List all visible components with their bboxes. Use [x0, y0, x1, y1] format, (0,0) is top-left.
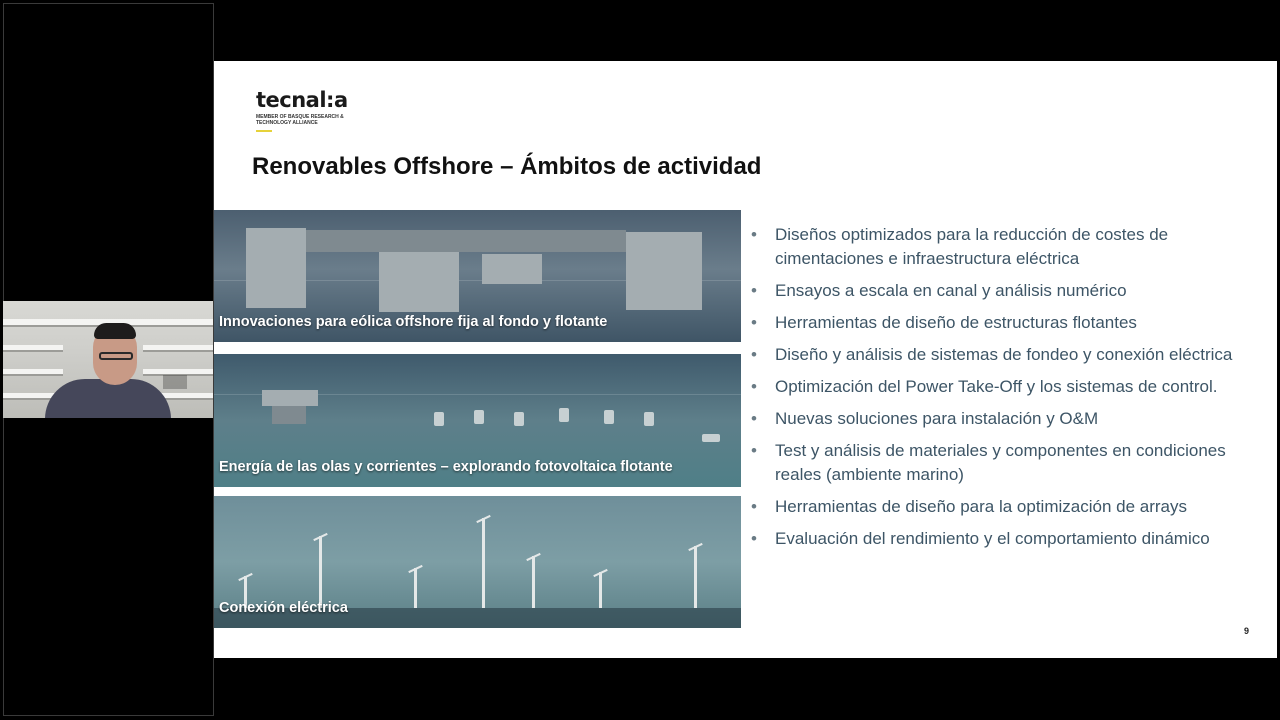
wind-turbine — [414, 568, 417, 608]
bullet-dot: • — [751, 441, 757, 460]
bullet-item — [750, 311, 1250, 335]
panel-caption: Conexión eléctrica — [219, 600, 348, 616]
bullet-text: Nuevas soluciones para instalación y O&M — [775, 409, 1099, 428]
participant-video[interactable] — [3, 301, 213, 418]
platform-legs — [272, 406, 306, 424]
bullet-dot: • — [751, 497, 757, 516]
wind-turbine — [599, 572, 602, 608]
bullet-item — [750, 279, 1250, 303]
bullet-dot: • — [751, 377, 757, 396]
bullet-text: Optimización del Power Take-Off y los sistemas de control. — [775, 377, 1218, 396]
buoy — [604, 410, 614, 424]
wind-turbine — [482, 518, 485, 608]
person-hair — [94, 323, 136, 339]
bullet-dot: • — [751, 225, 757, 244]
panel-caption: Innovaciones para eólica offshore fija al fondo y flotante — [219, 314, 608, 330]
bullet-dot: • — [751, 529, 757, 548]
image-panel-offshore-wind — [214, 210, 741, 342]
bullet-item — [750, 223, 1250, 271]
boat — [702, 434, 720, 442]
bullet-item — [750, 343, 1250, 367]
bullet-item — [750, 375, 1250, 399]
logo-wordmark: tecnal:a — [256, 88, 348, 112]
bullet-dot: • — [751, 409, 757, 428]
panel-caption: Energía de las olas y corrientes – explorando fotovoltaica flotante — [219, 459, 673, 475]
presentation-slide — [214, 61, 1277, 658]
tecnalia-logo — [256, 88, 348, 132]
wind-turbine — [532, 556, 535, 608]
bullet-text: Diseños optimizados para la reducción de costes de cimentaciones e infraestructura eléctrica — [775, 225, 1169, 268]
logo-subtitle: MEMBER OF BASQUE RESEARCH & TECHNOLOGY ALLIANCE — [256, 114, 344, 126]
buoy — [514, 412, 524, 426]
bullet-item — [750, 407, 1250, 431]
bullet-text: Herramientas de diseño para la optimización de arrays — [775, 497, 1187, 516]
platform-deck — [306, 230, 626, 252]
bullet-text: Herramientas de diseño de estructuras flotantes — [775, 313, 1137, 332]
page-number: 9 — [1243, 626, 1249, 636]
logo-accent-bar — [256, 130, 272, 132]
shelf-items — [163, 375, 187, 389]
slide-title: Renovables Offshore – Ámbitos de actividad — [252, 153, 762, 180]
buoy — [474, 410, 484, 424]
foundation-column — [626, 232, 702, 310]
shelf — [143, 345, 213, 352]
foundation-column — [379, 242, 459, 312]
bullet-dot: • — [751, 281, 757, 300]
shelf — [3, 369, 63, 376]
person-body — [45, 379, 171, 418]
image-panel-electrical-connection — [214, 496, 741, 628]
bullet-item — [750, 439, 1250, 487]
bullet-dot: • — [751, 345, 757, 364]
bullet-item — [750, 495, 1250, 519]
wind-turbine — [319, 536, 322, 608]
buoy — [434, 412, 444, 426]
wind-turbine — [694, 546, 697, 608]
foundation-column — [246, 228, 306, 308]
activity-bullet-list — [750, 223, 1250, 559]
bullet-text: Ensayos a escala en canal y análisis numérico — [775, 281, 1127, 300]
bullet-text: Test y análisis de materiales y componentes en condiciones reales (ambiente marino) — [775, 441, 1226, 484]
bullet-text: Diseño y análisis de sistemas de fondeo y conexión eléctrica — [775, 345, 1233, 364]
bullet-dot: • — [751, 313, 757, 332]
shelf — [3, 345, 63, 352]
buoy — [559, 408, 569, 422]
image-panel-wave-energy — [214, 354, 741, 487]
buoy — [644, 412, 654, 426]
floating-platform — [262, 390, 318, 406]
bullet-text: Evaluación del rendimiento y el comportamiento dinámico — [775, 529, 1210, 548]
pontoon — [482, 254, 542, 284]
glasses — [99, 352, 133, 360]
bullet-item — [750, 527, 1250, 551]
